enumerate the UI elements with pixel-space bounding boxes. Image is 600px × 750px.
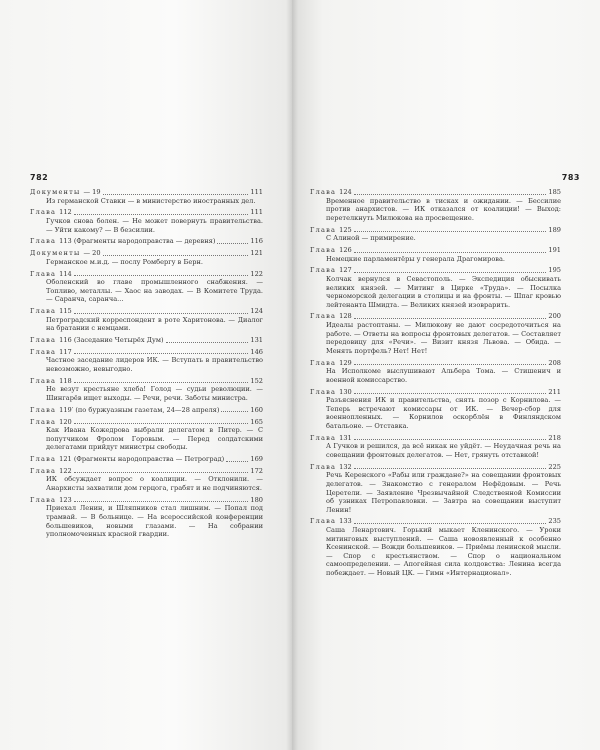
toc-entry-page: 195 [548,266,561,275]
toc-entry [310,434,561,460]
toc-entry-summary: Гучков снова болен. — Не может повернуть правительства. — Уйти какому? — В безсилии. [46,216,263,234]
dot-leader [74,501,249,502]
toc-entry-number: 124 [339,188,352,196]
toc-entry-summary: Не везут крестьяне хлеба! Голод — судьи революции. — Шингарёв ищет выходы. — Речи, речи. Заботы министра. [46,385,263,402]
toc-entry-heading [30,249,263,258]
toc-entry-page: 191 [548,245,561,254]
toc-entry-number: 116 (Заседание Четырёх Дум) [59,336,164,345]
toc-entry-summary: Немецкие парламентёры у генерала Драгомирова. [326,254,506,263]
toc-entry-heading [310,517,561,526]
toc-entry-number: 112 [59,208,72,217]
toc-entry-page: 122 [250,269,263,278]
toc-entry-number: 125 [339,225,352,234]
toc-entry [310,312,561,355]
toc-entry-heading [30,496,263,505]
toc-entry-summary: Саша Ленартович. Горький мыкает Кленинского. — Уроки митинговых выступлений. — Саша новоявленный к особенно Ксенинской. — Вожди большевиков. — Приёмы ленинской мысли. — Спор с крестьянством. — Спор о национальном самоопределении. — Апогейная сила колдовства: Ленина всегда побеждает. — Новый ЦК. — Гимн «Интернационал». [326,526,561,578]
toc-entry-heading [30,237,263,246]
toc-entry [30,467,263,493]
toc-entry-page: 185 [548,188,561,196]
toc-entry-number: 132 [339,462,352,471]
toc-entry [30,249,263,266]
toc-entry-page: 165 [250,417,263,426]
toc-entry-label: Глава [310,225,337,234]
toc-entry-number: 114 [59,269,72,278]
dot-leader [354,468,547,469]
toc-entry-label: Глава [30,237,57,246]
dot-leader [103,255,249,256]
toc-entry-summary: Приехал Ленин, и Шляпников стал лишним. — Попал под трамвай. — В больнице. — На всероссийской конференции большевиков, новыми глазами. — На собрании уполномоченных красной гвардии. [46,504,263,539]
toc-entry-label: Глава [30,208,57,217]
toc-entry [30,307,263,333]
toc-entry-number: — 19 [83,188,101,196]
toc-entry-heading [310,434,561,443]
toc-entry-summary: Временное правительство в тисках и ожидании. — Бессилие против анархистов. — ИК отказался от коалиции! — Выход: перетелкнуть Милюкова на просвещение. [326,196,561,222]
left-page [0,0,292,750]
toc-entry-heading [30,377,263,386]
toc-entry-heading [30,348,263,357]
toc-entry-page: 218 [548,433,561,442]
toc-entry-number: 123 [59,495,72,504]
dot-leader [74,275,249,276]
dot-leader [221,411,248,412]
toc-entry-heading [310,388,561,397]
toc-entry-number: 113 (Фрагменты народоправства — деревня) [59,237,216,246]
toc-entry-label: Документы [30,188,81,196]
toc-entry-summary: А Гучков и решился, да всё никак не уйдёт. — Неудачная речь на совещании фронтовых делегатов. — Нет, грянуть отставкой! [326,442,561,459]
toc-entry [30,188,263,205]
toc-entry [30,336,263,345]
toc-entry [30,406,263,415]
toc-entry [310,226,561,243]
toc-entry-label: Глава [30,307,57,316]
toc-entry-summary: На Исполкоме выслушивают Альбера Тома. — Стишенич и военной комиссарство. [326,367,561,384]
toc-entry-number: 126 [339,245,352,254]
toc-entry-page: 211 [548,387,561,396]
toc-entry [30,418,263,452]
toc-entry-summary: ИК обсуждает вопрос о коалиции. — Отклонили. — Анархисты захватили дом герцога, грабят и не подчиняются. [46,475,263,493]
toc-entry-summary: Из германской Ставки — в министерство иностранных дел. [46,196,256,205]
toc-entry-label: Глава [310,188,337,196]
toc-entry-page: 200 [548,312,561,321]
toc-entry [310,388,561,431]
book-gutter [286,0,298,750]
toc-entry-label: Глава [310,462,337,471]
dot-leader [354,272,547,273]
toc-entry [310,188,561,222]
page-number: 783 [561,173,580,182]
toc-entry-number: 129 [339,358,352,367]
right-page [292,0,600,750]
toc-entry-summary: С Алиной — примирение. [326,234,416,243]
toc-entry [30,348,263,374]
toc-entry-label: Глава [310,266,337,275]
dot-leader [354,364,547,365]
toc-entry-summary: Идеалы растоптаны. — Милюкову не дают сосредоточиться на работе. — Ответы на вопросы фронтовых делегатов. — Составляет передовицу для «Речи». — Визит князя Львова. — Обида. — Менять портфель? Нет! Нет! [326,321,561,355]
dot-leader [354,318,547,319]
toc-entry-heading [30,455,263,464]
toc-entry-label: Глава [30,376,57,385]
dot-leader [166,342,249,343]
toc-entry-label: Глава [310,312,337,321]
toc-entry-heading [310,246,561,255]
toc-entry-page: 146 [250,347,263,356]
toc-entry-label: Глава [310,387,337,396]
toc-entry-number: 133 [339,517,352,526]
toc-entry-number: 118 [59,376,72,385]
toc-entry-label: Глава [310,245,337,254]
toc-entry-number: 127 [339,266,352,275]
toc-entry-label: Глава [30,347,57,356]
dot-leader [103,194,249,195]
dot-leader [74,472,249,473]
dot-leader [354,393,547,394]
toc-entry-label: Глава [30,269,57,278]
toc-entry-heading [30,336,263,345]
toc-entry-heading [310,312,561,321]
toc-entry-summary: Как Ивана Кожедрова выбрали делегатом в Питер. — С попутчиком Фролом Горовым. — Перед солдатскими делегатами прийдут министры свободы. [46,426,263,452]
dot-leader [354,439,547,440]
toc-entry-page: 116 [250,237,263,246]
toc-entry-page: 189 [548,225,561,234]
toc-entry-page: 124 [250,307,263,316]
toc-entry-heading [310,226,561,235]
toc-entry-page: 160 [250,405,263,414]
toc-entry-label: Глава [310,517,337,526]
toc-entry-number: 120 [59,417,72,426]
dot-leader [74,353,249,354]
toc-entry-summary: Колчак вернулся в Севастополь. — Экспедиция обыскивать великих князей. — Митинг в Цирке «Труда». — Посылка черноморской делегации в столицы и на фронты. — Шпаг кровью лейтенанта Шмидта. — Великих князей изоврарить. [326,274,561,309]
dot-leader [354,194,547,195]
toc-entry [310,246,561,263]
toc-entry-number: 115 [59,307,72,316]
dot-leader [217,243,248,244]
dot-leader [74,382,249,383]
toc-entry [30,496,263,539]
toc-entry-label: Глава [30,405,57,414]
toc-entry-number: 128 [339,312,352,321]
toc-list [310,188,561,581]
toc-entry-label: Глава [30,336,57,345]
dot-leader [74,313,249,314]
toc-entry-number: 121 (Фрагменты народоправства — Петроград) [59,455,225,464]
toc-entry [310,517,561,577]
toc-entry [30,237,263,246]
toc-entry-page: 172 [250,466,263,475]
toc-entry-heading [30,406,263,415]
toc-entry-summary: Германское м.и.д. — послу Ромбергу в Берн. [46,257,203,266]
toc-entry-number: 130 [339,387,352,396]
toc-entry [30,208,263,234]
toc-entry-label: Глава [30,455,57,464]
toc-list [30,188,263,542]
toc-entry-page: 208 [548,358,561,367]
toc-entry-heading [30,307,263,316]
toc-entry-summary: Оболенский во главе промышленного снабжения. — Топливо, металлы. — Хаос на заводах. — В Комитете Труда. — Саранча, саранча... [46,278,263,304]
toc-entry [30,455,263,464]
toc-entry-label: Глава [310,433,337,442]
toc-entry-page: 121 [250,249,263,258]
toc-entry-heading [30,208,263,217]
toc-entry-number: 122 [59,466,72,475]
dot-leader [74,214,249,215]
toc-entry-heading [30,270,263,279]
dot-leader [354,523,547,524]
toc-entry-heading [310,359,561,368]
toc-entry-summary: Разъяснения ИК и правительства, снять позор с Корнилова. — Теперь встречают комиссары от ИК. — Вечер-сбор для военнопленных. — Корнилов оскорблён в Финляндском батальоне. — Отставка. [326,396,561,430]
toc-entry-heading [310,188,561,197]
toc-entry-label: Глава [310,358,337,367]
dot-leader [74,423,249,424]
toc-entry-page: 111 [250,188,263,196]
toc-entry-page: 169 [250,455,263,464]
toc-entry [310,266,561,309]
dot-leader [226,461,248,462]
toc-entry-summary: Петроградский корреспондент в роте Харитонова. — Диалог на братании с немцами. [46,315,263,333]
page-number: 782 [30,173,49,182]
toc-entry-number: 119′ (по буржуазным газетам, 24—28 апреля) [59,405,220,414]
toc-entry-heading [30,188,263,197]
toc-entry-number: — 20 [83,249,101,258]
toc-entry [310,463,561,515]
toc-entry-page: 225 [548,462,561,471]
dot-leader [354,231,547,232]
toc-entry-number: 131 [339,433,352,442]
toc-entry [30,377,263,403]
toc-entry-label: Глава [30,495,57,504]
toc-entry-page: 111 [250,208,263,217]
toc-entry-page: 131 [250,336,263,345]
toc-entry-summary: Частное заседание лидеров ИК. — Вступать в правительство невозможно, невыгодно. [46,356,263,373]
toc-entry-heading [30,467,263,476]
toc-entry-number: 117 [59,347,72,356]
dot-leader [354,252,547,253]
toc-entry-page: 152 [250,376,263,385]
toc-entry [30,270,263,304]
toc-entry-page: 235 [548,517,561,526]
toc-entry-heading [310,266,561,275]
toc-entry-page: 180 [250,495,263,504]
toc-entry-heading [30,418,263,427]
toc-entry-label: Глава [30,417,57,426]
toc-entry-label: Глава [30,466,57,475]
toc-entry-heading [310,463,561,472]
toc-entry [310,359,561,385]
toc-entry-summary: Речь Керенского «Рабы или граждане?» на совещании фронтовых делегатов. — Знакомство с генералом Нефёдовым. — Речь Церетели. — Заявление Чрезвычайной Следственной Комиссии об узниках Петропавловки. — Завтра на совещании выступит Ленин! [326,471,561,514]
toc-entry-label: Документы [30,249,81,258]
